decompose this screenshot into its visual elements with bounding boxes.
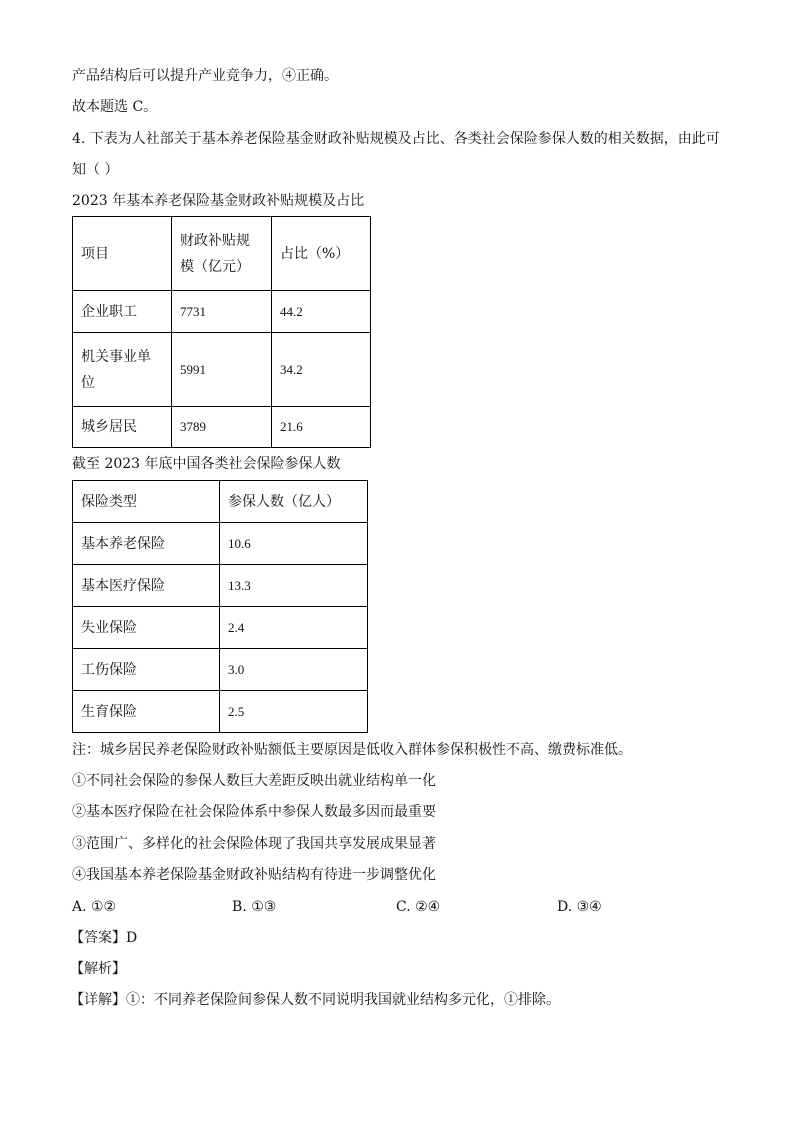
option-d: D. ③④ (557, 899, 602, 915)
table-header-row (73, 481, 368, 523)
answer-label: 【答案】 (70, 930, 126, 946)
row-amount: 7731 (172, 291, 272, 333)
table1-caption: 2023 年基本养老保险基金财政补贴规模及占比 (72, 193, 365, 209)
row-count: 3.0 (220, 649, 368, 691)
row-count: 13.3 (220, 565, 368, 607)
header-amount-line-1: 财政补贴规 (180, 232, 250, 249)
table-row (73, 291, 371, 333)
question-stem-line-2: 知（ ） (72, 162, 119, 178)
statement-4: ④我国基本养老保险基金财政补贴结构有待进一步调整优化 (72, 867, 436, 883)
detail-line (70, 990, 560, 1010)
row-amount: 3789 (172, 407, 272, 448)
row-amount: 5991 (172, 333, 272, 407)
row-item-line-2: 位 (81, 374, 95, 391)
row-type: 基本养老保险 (73, 523, 220, 565)
option-b: B. ①③ (232, 899, 277, 915)
analysis-label: 【解析】 (70, 961, 126, 977)
header-item: 项目 (73, 217, 172, 291)
detail-text: ①：不同养老保险间参保人数不同说明我国就业结构多元化，①排除。 (126, 992, 560, 1008)
row-type: 生育保险 (73, 691, 220, 733)
row-type: 基本医疗保险 (73, 565, 220, 607)
header-type: 保险类型 (73, 481, 220, 523)
row-item: 企业职工 (73, 291, 172, 333)
row-type: 工伤保险 (73, 649, 220, 691)
table-row (73, 607, 368, 649)
question-stem-line-1: 4. 下表为人社部关于基本养老保险基金财政补贴规模及占比、各类社会保险参保人数的相关数据，由此可 (72, 131, 720, 147)
header-count: 参保人数（亿人） (220, 481, 368, 523)
table2-caption: 截至 2023 年底中国各类社会保险参保人数 (72, 456, 341, 472)
header-amount (172, 217, 272, 291)
table-header-row (73, 217, 371, 291)
row-share: 44.2 (272, 291, 371, 333)
insured-count-table (72, 480, 368, 733)
table-row (73, 523, 368, 565)
table-note: 注：城乡居民养老保险财政补贴额低主要原因是低收入群体参保积极性不高、缴费标准低。 (72, 742, 632, 758)
row-item: 城乡居民 (73, 407, 172, 448)
table-row (73, 565, 368, 607)
row-share: 34.2 (272, 333, 371, 407)
row-type: 失业保险 (73, 607, 220, 649)
row-count: 2.5 (220, 691, 368, 733)
subsidy-table (72, 216, 371, 448)
statement-2: ②基本医疗保险在社会保险体系中参保人数最多因而最重要 (72, 804, 436, 820)
statement-3: ③范围广、多样化的社会保险体现了我国共享发展成果显著 (72, 836, 436, 852)
prev-text-line-1: 产品结构后可以提升产业竞争力，④正确。 (72, 68, 338, 84)
prev-text-line-2: 故本题选 C。 (72, 99, 158, 115)
row-count: 10.6 (220, 523, 368, 565)
answer-value: D (126, 930, 138, 946)
table-row (73, 691, 368, 733)
statement-1: ①不同社会保险的参保人数巨大差距反映出就业结构单一化 (72, 773, 436, 789)
header-amount-line-2: 模（亿元） (180, 258, 250, 275)
row-item (73, 333, 172, 407)
table-row (73, 333, 371, 407)
table-row (73, 649, 368, 691)
row-share: 21.6 (272, 407, 371, 448)
header-share: 占比（%） (272, 217, 371, 291)
detail-label: 【详解】 (70, 992, 126, 1008)
table-row (73, 407, 371, 448)
row-count: 2.4 (220, 607, 368, 649)
option-c: C. ②④ (396, 899, 441, 915)
row-item-line-1: 机关事业单 (81, 348, 151, 365)
option-a: A. ①② (72, 899, 117, 915)
answer-line (70, 928, 137, 948)
